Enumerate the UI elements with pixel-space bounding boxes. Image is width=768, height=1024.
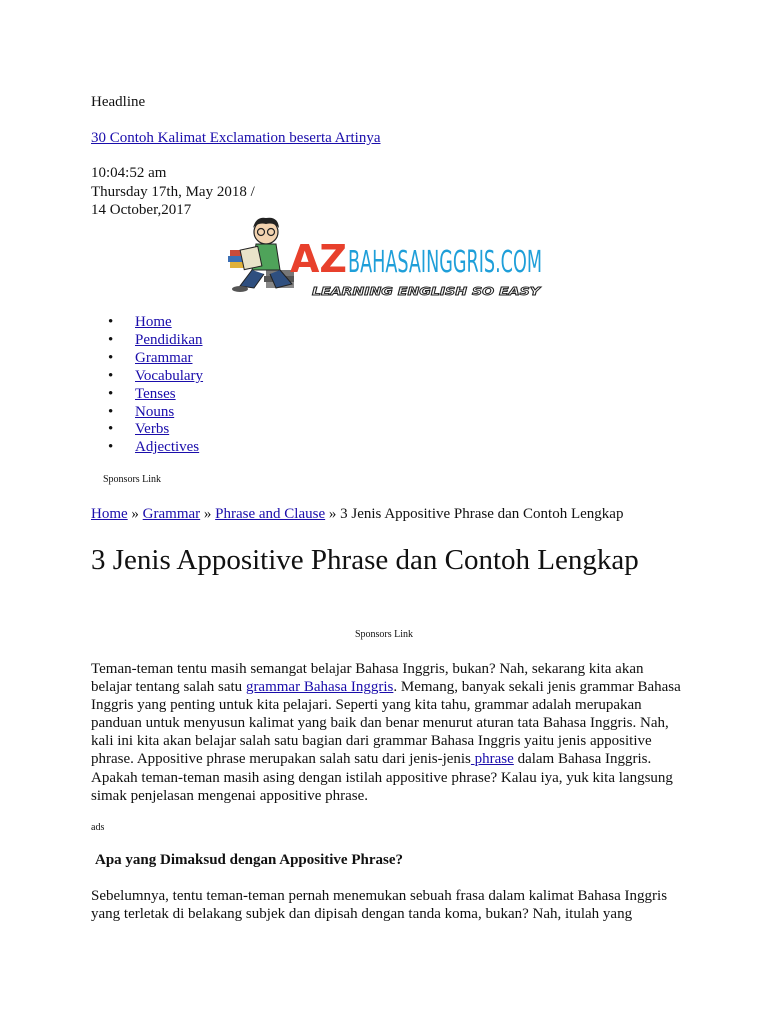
- intro-text: dalam Bahasa Inggris. Apakah teman-teman masih asing dengan istilah appositive phrase? Kalau iya, yuk kita langsung simak penjelasan mengenai appositive phrase.: [91, 751, 673, 804]
- logo-tagline: LEARNING ENGLISH SO EASY: [312, 285, 542, 298]
- breadcrumb-separator: »: [203, 506, 212, 522]
- article-body-paragraph: Sebelumnya, tentu teman-teman pernah menemukan sebuah frasa dalam kalimat Bahasa Inggris yang terletak di belakang subjek dan dipisah dengan tanda koma, bukan? Nah, itulah yang: [91, 888, 668, 923]
- nav-item-verbs: [108, 421, 203, 439]
- nav-item-nouns: [108, 404, 203, 422]
- nav-item-pendidikan: [108, 332, 203, 350]
- sponsors-label: Sponsors Link: [103, 474, 162, 485]
- nav-link-adjectives[interactable]: Adjectives: [135, 439, 200, 456]
- ads-label: ads: [91, 822, 105, 833]
- date-time-block: [91, 164, 255, 220]
- intro-text: Teman-teman tentu masih semangat belajar Bahasa Inggris, bukan? Nah, sekarang kita akan belajar tentang salah satu: [91, 661, 644, 696]
- nav-link-tenses[interactable]: Tenses: [135, 385, 176, 402]
- post-date: 14 October,2017: [91, 202, 192, 218]
- nav-item-grammar: [108, 350, 203, 368]
- nav-item-vocabulary: [108, 368, 203, 386]
- breadcrumb-grammar[interactable]: Grammar: [142, 506, 201, 522]
- current-time: 10:04:52 am: [91, 165, 167, 181]
- nav-item-adjectives: [108, 439, 203, 457]
- headline-article-link[interactable]: 30 Contoh Kalimat Exclamation beserta Artinya: [91, 130, 381, 146]
- logo-graphic: [226, 214, 546, 300]
- breadcrumb-home[interactable]: Home: [91, 506, 128, 522]
- nav-link-vocabulary[interactable]: Vocabulary: [135, 367, 204, 384]
- nav-link-grammar[interactable]: Grammar: [135, 349, 193, 366]
- nav-link-pendidikan[interactable]: Pendidikan: [135, 331, 203, 348]
- grammar-bahasa-inggris-link[interactable]: grammar Bahasa Inggris: [245, 679, 394, 696]
- site-logo[interactable]: [226, 214, 546, 300]
- breadcrumb-separator: »: [328, 506, 337, 522]
- logo-main-text: BAHASAINGGRIS.COM: [348, 245, 542, 280]
- breadcrumb-separator: »: [131, 506, 139, 522]
- nav-item-tenses: [108, 386, 203, 404]
- section-heading: Apa yang Dimaksud dengan Appositive Phrase?: [95, 852, 403, 868]
- nav-link-home[interactable]: Home: [135, 314, 172, 330]
- logo-az-text: AZ: [290, 237, 347, 281]
- breadcrumb-phrase-and-clause[interactable]: Phrase and Clause: [215, 506, 326, 522]
- main-nav: [108, 314, 203, 457]
- article-intro-paragraph: [91, 660, 681, 805]
- intro-text: . Memang, banyak sekali jenis grammar Bahasa Inggris yang penting untuk kita pelajari. Seperti yang kita tahu, grammar adalah merupakan panduan untuk menyusun kalimat yang baik dan benar menurut aturan tata Bahasa Inggris. Nah, kali ini kita akan belajar salah satu bagian dari grammar Bahasa Inggris yaitu jenis appositive phrase. Appositive phrase merupakan salah satu dari jenis-jenis: [91, 679, 681, 768]
- breadcrumb-current: 3 Jenis Appositive Phrase dan Contoh Lengkap: [340, 506, 624, 522]
- breadcrumb: [91, 505, 623, 523]
- headline-label: Headline: [91, 94, 146, 110]
- sponsors-label: Sponsors Link: [354, 629, 414, 640]
- nav-item-home: [108, 314, 203, 332]
- nav-link-verbs[interactable]: Verbs: [135, 421, 170, 438]
- nav-link-nouns[interactable]: Nouns: [135, 403, 175, 420]
- current-date: Thursday 17th, May 2018 /: [91, 183, 255, 200]
- phrase-link[interactable]: phrase: [470, 751, 514, 768]
- article-title: 3 Jenis Appositive Phrase dan Contoh Lengkap: [91, 544, 639, 576]
